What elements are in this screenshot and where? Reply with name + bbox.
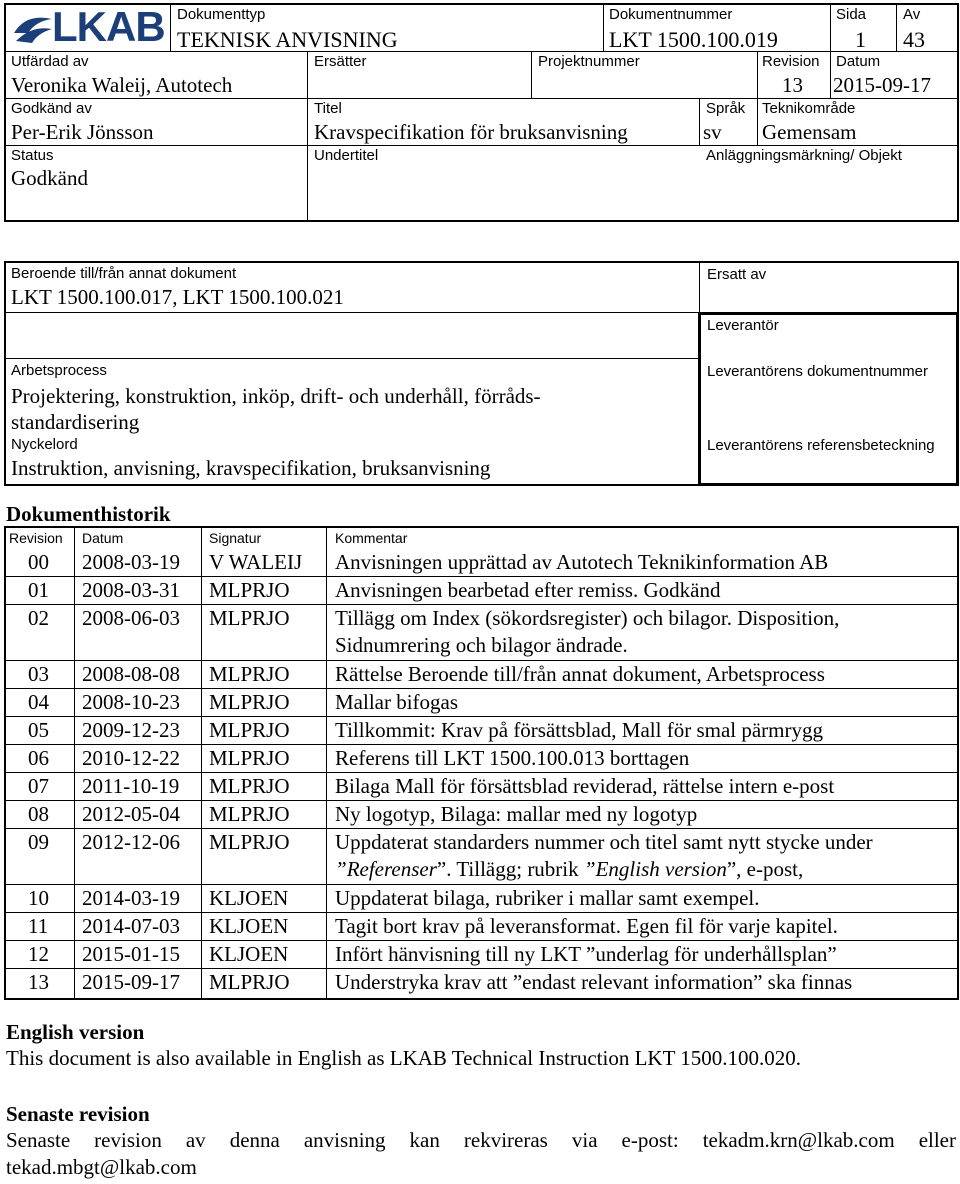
table-row xyxy=(0,885,956,913)
lkab-logo xyxy=(12,3,165,50)
row-revision: 13 xyxy=(28,970,49,994)
table-row xyxy=(0,689,956,717)
table-row xyxy=(0,801,956,829)
lkab-logo-text: LKAB xyxy=(52,3,165,50)
row-revision: 02 xyxy=(28,606,49,630)
table-row xyxy=(0,577,956,605)
row-revision: 01 xyxy=(28,578,49,602)
row-revision: 10 xyxy=(28,886,49,910)
english-version-text: This document is also available in English as LKAB Technical Instruction LKT 1500.100.020. xyxy=(6,1046,802,1070)
teknikomrade-label: Teknikområde xyxy=(762,100,856,117)
sprak-value: sv xyxy=(703,120,722,144)
row-revision: 03 xyxy=(28,662,49,686)
datum-label: Datum xyxy=(836,53,881,70)
arbetsprocess-label: Arbetsprocess xyxy=(11,362,107,379)
row-date: 2008-03-31 xyxy=(82,578,180,602)
col-signatur-header: Signatur xyxy=(209,530,262,546)
row-revision: 12 xyxy=(28,942,49,966)
revision-value: 13 xyxy=(782,73,803,97)
utfardad-label: Utfärdad av xyxy=(11,53,89,70)
referenser-italic: Referenser xyxy=(346,857,437,881)
godkand-label: Godkänd av xyxy=(11,100,92,117)
dokumentnummer-value: LKT 1500.100.019 xyxy=(609,27,778,52)
table-row xyxy=(0,913,956,941)
dokumentnummer-label: Dokumentnummer xyxy=(609,6,733,23)
lev-doknr-label: Leverantörens dokumentnummer xyxy=(707,363,928,380)
row-date: 2014-07-03 xyxy=(82,914,180,938)
table-row xyxy=(0,745,956,773)
ersatter-label: Ersätter xyxy=(314,53,367,70)
row-revision: 09 xyxy=(28,830,49,854)
row-signature: MLPRJO xyxy=(209,774,290,798)
row-signature: MLPRJO xyxy=(209,662,290,686)
titel-label: Titel xyxy=(314,100,342,117)
row-comment: Tillkommit: Krav på försättsblad, Mall för smal pärmrygg xyxy=(335,718,823,742)
row-signature: MLPRJO xyxy=(209,970,290,994)
status-value: Godkänd xyxy=(11,166,88,190)
table-row xyxy=(0,548,956,576)
av-label: Av xyxy=(903,6,921,23)
row-date: 2012-12-06 xyxy=(82,830,180,854)
row-signature: KLJOEN xyxy=(209,942,289,966)
row-revision: 00 xyxy=(28,550,49,574)
col-kommentar-header: Kommentar xyxy=(335,530,408,546)
senaste-revision-heading: Senaste revision xyxy=(6,1102,150,1126)
comment-part-6: ”, e-post, xyxy=(726,857,804,881)
datum-value: 2015-09-17 xyxy=(833,73,931,97)
row-date: 2012-05-04 xyxy=(82,802,180,826)
table-row xyxy=(0,661,956,689)
senaste-revision-line1 xyxy=(6,1128,956,1153)
senaste-revision-line1-text: Senaste revision av denna anvisning kan rekvireras via e-post: tekadm.krn@lkab.com eller xyxy=(6,1128,956,1152)
row-date: 2009-12-23 xyxy=(82,718,180,742)
beroende-value: LKT 1500.100.017, LKT 1500.100.021 xyxy=(11,285,344,309)
row-comment: Referens till LKT 1500.100.013 borttagen xyxy=(335,746,690,770)
row-signature: MLPRJO xyxy=(209,830,290,854)
row-comment: Bilaga Mall för försättsblad reviderad, rättelse intern e-post xyxy=(335,774,835,798)
arbetsprocess-line1: Projektering, konstruktion, inköp, drift- och underhåll, förråds- xyxy=(11,384,541,408)
revision-label: Revision xyxy=(762,53,820,70)
row-revision: 06 xyxy=(28,746,49,770)
ersatt-av-label: Ersatt av xyxy=(707,266,767,283)
row-date: 2008-06-03 xyxy=(82,606,180,630)
row-comment: Ny logotyp, Bilaga: mallar med ny logotyp xyxy=(335,802,698,826)
row-comment: Mallar bifogas xyxy=(335,690,459,714)
godkand-value: Per-Erik Jönsson xyxy=(11,120,154,144)
row-comment-line2 xyxy=(335,857,803,882)
english-version-italic: English version xyxy=(595,857,727,881)
row-comment: Uppdaterat bilaga, rubriker i mallar samt exempel. xyxy=(335,886,760,910)
sprak-label: Språk xyxy=(706,100,746,117)
english-version-heading: English version xyxy=(6,1020,145,1044)
lev-ref-label: Leverantörens referensbeteckning xyxy=(707,437,935,454)
row-comment: Anvisningen upprättad av Autotech Teknikinformation AB xyxy=(335,550,829,574)
dokumenttyp-label: Dokumenttyp xyxy=(177,6,266,23)
history-title: Dokumenthistorik xyxy=(6,502,171,526)
quote-open-1: ” xyxy=(335,857,347,881)
row-date: 2014-03-19 xyxy=(82,886,180,910)
beroende-label: Beroende till/från annat dokument xyxy=(11,265,237,282)
row-signature: V WALEIJ xyxy=(209,550,303,574)
col-revision-header: Revision xyxy=(9,530,63,546)
row-revision: 07 xyxy=(28,774,49,798)
table-row xyxy=(0,941,956,969)
table-row xyxy=(0,829,956,884)
anlaggning-label: Anläggningsmärkning/ Objekt xyxy=(706,147,902,164)
table-row xyxy=(0,969,956,997)
titel-value: Kravspecifikation för bruksanvisning xyxy=(314,120,628,144)
nyckelord-value: Instruktion, anvisning, kravspecifikation, bruksanvisning xyxy=(11,456,491,480)
row-date: 2008-10-23 xyxy=(82,690,180,714)
row-comment: Understryka krav att ”endast relevant information” ska finnas xyxy=(335,970,853,994)
nyckelord-label: Nyckelord xyxy=(11,436,78,453)
row-revision: 05 xyxy=(28,718,49,742)
senaste-revision-line2: tekad.mbgt@lkab.com xyxy=(6,1155,197,1179)
table-row xyxy=(0,605,956,660)
row-signature: MLPRJO xyxy=(209,606,290,630)
row-comment: Uppdaterat standarders nummer och titel samt nytt stycke under xyxy=(335,830,873,854)
row-date: 2011-10-19 xyxy=(82,774,180,798)
row-date: 2015-01-15 xyxy=(82,942,180,966)
dokumenttyp-value: TEKNISK ANVISNING xyxy=(177,27,398,52)
row-signature: MLPRJO xyxy=(209,718,290,742)
arbetsprocess-line2: standardisering xyxy=(11,410,140,434)
row-date: 2015-09-17 xyxy=(82,970,180,994)
row-signature: MLPRJO xyxy=(209,802,290,826)
row-signature: KLJOEN xyxy=(209,886,289,910)
sida-value: 1 xyxy=(855,27,866,52)
row-comment: Anvisningen bearbetad efter remiss. Godkänd xyxy=(335,578,721,602)
row-signature: KLJOEN xyxy=(209,914,289,938)
undertitel-label: Undertitel xyxy=(314,147,379,164)
row-comment-line2: Sidnumrering och bilagor ändrade. xyxy=(335,633,628,657)
comment-part-3: ”. Tillägg; rubrik xyxy=(436,857,584,881)
row-comment: Tagit bort krav på leveransformat. Egen fil för varje kapitel. xyxy=(335,914,838,938)
col-datum-header: Datum xyxy=(82,530,124,546)
leverantor-label: Leverantör xyxy=(707,317,779,334)
row-signature: MLPRJO xyxy=(209,690,290,714)
sida-label: Sida xyxy=(836,6,867,23)
quote-open-2: ” xyxy=(583,857,596,881)
projektnummer-label: Projektnummer xyxy=(538,53,640,70)
row-comment: Tillägg om Index (sökordsregister) och bilagor. Disposition, xyxy=(335,606,840,630)
row-date: 2008-03-19 xyxy=(82,550,180,574)
leverantor-box xyxy=(698,312,959,486)
utfardad-value: Veronika Waleij, Autotech xyxy=(11,73,233,97)
teknikomrade-value: Gemensam xyxy=(762,120,857,144)
row-comment: Infört hänvisning till ny LKT ”underlag för underhållsplan” xyxy=(335,942,837,966)
row-date: 2008-08-08 xyxy=(82,662,180,686)
row-revision: 08 xyxy=(28,802,49,826)
av-value: 43 xyxy=(903,27,925,52)
row-revision: 11 xyxy=(28,914,49,938)
row-signature: MLPRJO xyxy=(209,746,290,770)
row-signature: MLPRJO xyxy=(209,578,290,602)
table-row xyxy=(0,773,956,801)
table-row xyxy=(0,717,956,745)
row-date: 2010-12-22 xyxy=(82,746,180,770)
row-revision: 04 xyxy=(28,690,49,714)
row-comment: Rättelse Beroende till/från annat dokument, Arbetsprocess xyxy=(335,662,825,686)
lkab-logo-mark-icon xyxy=(12,11,54,47)
status-label: Status xyxy=(11,147,54,164)
